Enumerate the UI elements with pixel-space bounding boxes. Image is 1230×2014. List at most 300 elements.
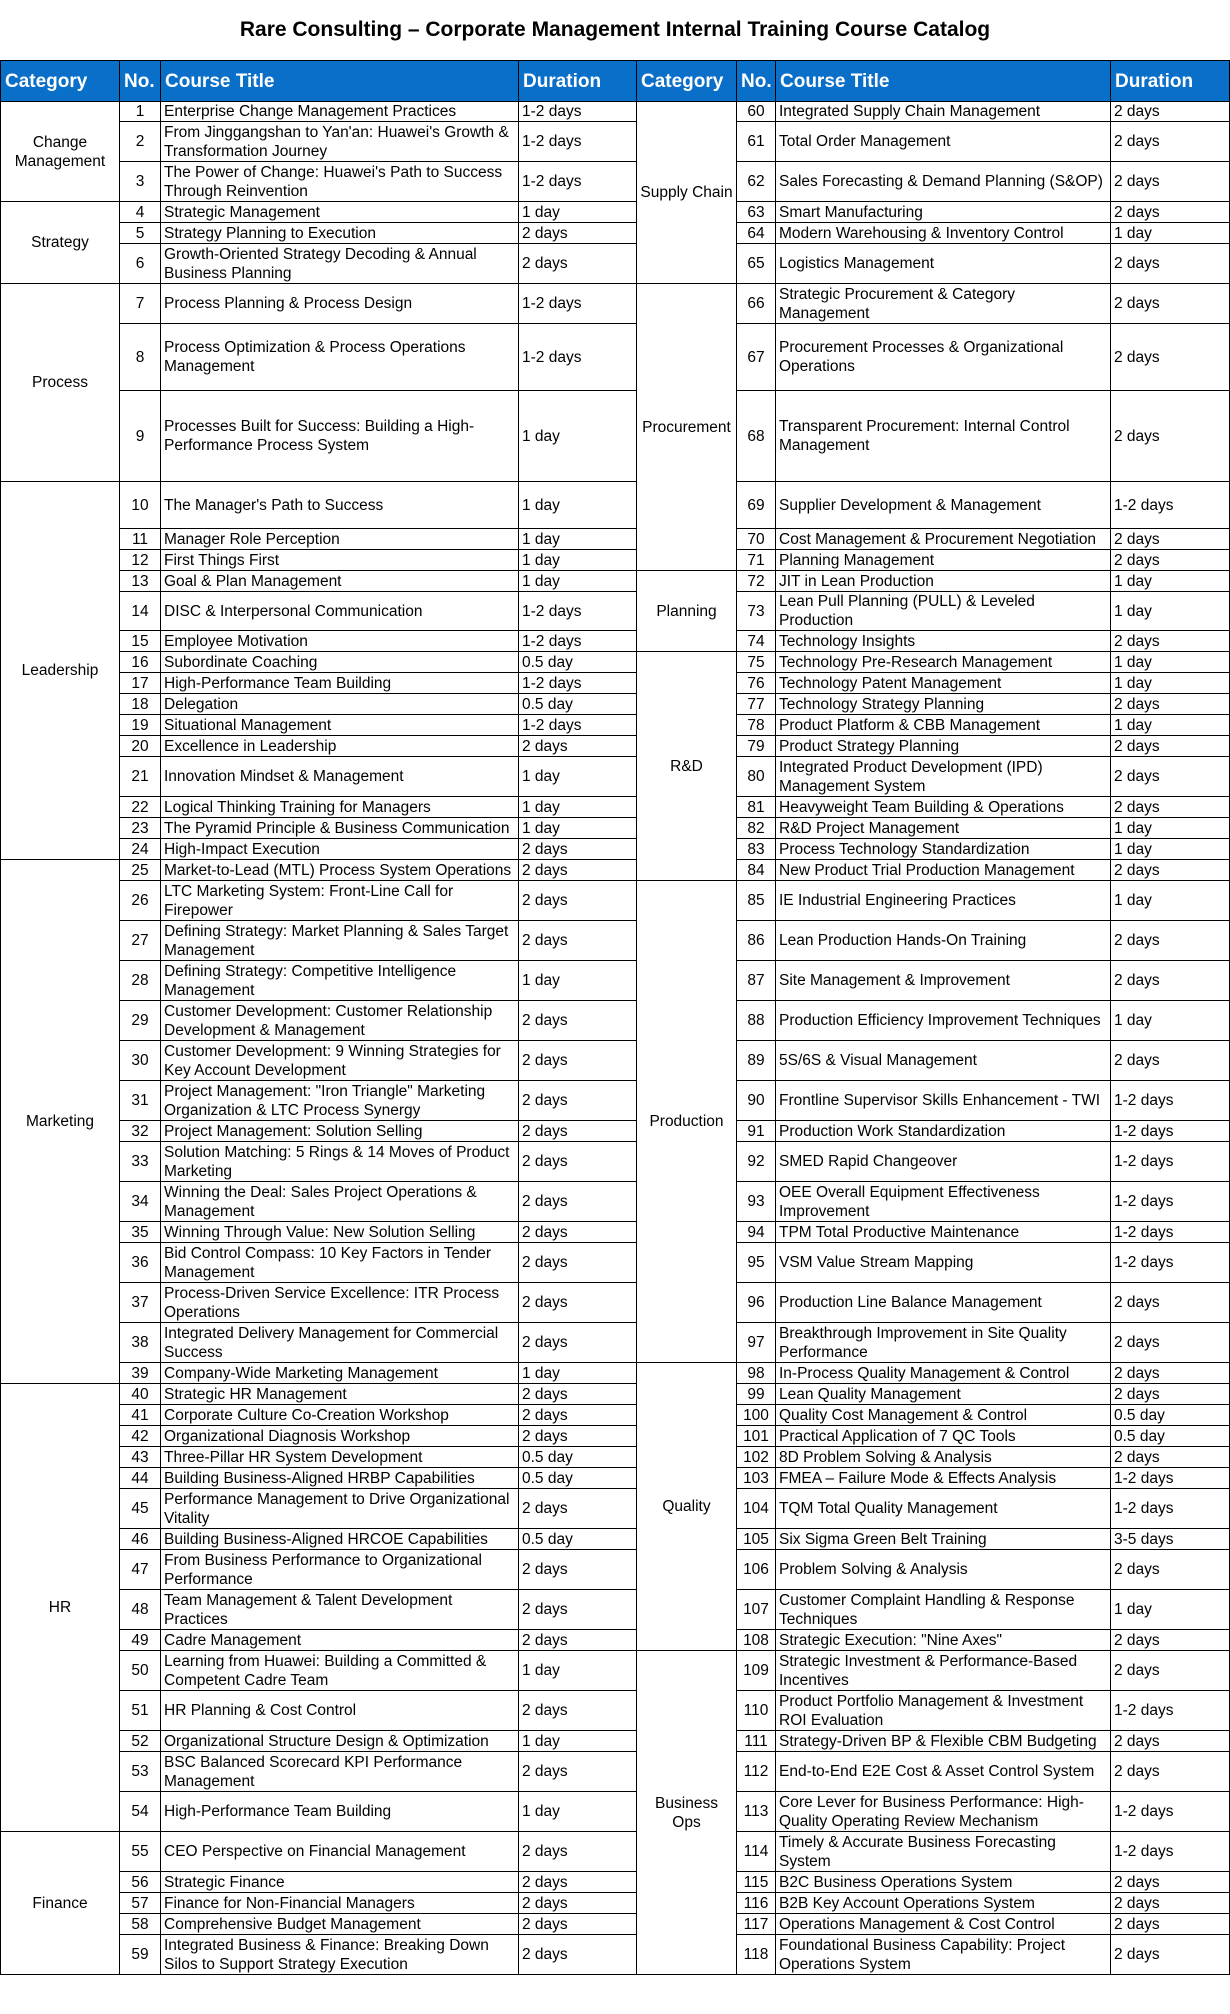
- course-title: Total Order Management: [776, 122, 1111, 162]
- course-duration: 1-2 days: [1111, 1243, 1230, 1283]
- course-duration: 2 days: [519, 1426, 637, 1447]
- course-number: 73: [737, 592, 776, 631]
- course-duration: 1 day: [1111, 592, 1230, 631]
- course-number: 49: [120, 1630, 161, 1651]
- course-duration: 2 days: [1111, 1893, 1230, 1914]
- course-duration: 2 days: [1111, 631, 1230, 652]
- course-title: The Power of Change: Huawei's Path to Success Through Reinvention: [161, 162, 519, 202]
- table-row: [1, 1550, 1230, 1590]
- course-number: 102: [737, 1447, 776, 1468]
- course-duration: 2 days: [519, 1590, 637, 1630]
- table-row: [1, 529, 1230, 550]
- course-number: 72: [737, 571, 776, 592]
- category-cell-finance: Finance: [1, 1832, 120, 1975]
- course-duration: 1-2 days: [519, 162, 637, 202]
- course-duration: 2 days: [1111, 1630, 1230, 1651]
- course-title: Project Management: Solution Selling: [161, 1121, 519, 1142]
- course-title: Three-Pillar HR System Development: [161, 1447, 519, 1468]
- course-number: 33: [120, 1142, 161, 1182]
- table-row: [1, 961, 1230, 1001]
- course-number: 14: [120, 592, 161, 631]
- table-row: [1, 1651, 1230, 1691]
- course-title: Building Business-Aligned HRBP Capabilities: [161, 1468, 519, 1489]
- course-duration: 2 days: [519, 1752, 637, 1792]
- course-duration: 1-2 days: [1111, 1468, 1230, 1489]
- course-number: 57: [120, 1893, 161, 1914]
- course-number: 101: [737, 1426, 776, 1447]
- course-number: 88: [737, 1001, 776, 1041]
- course-number: 97: [737, 1323, 776, 1363]
- table-row: [1, 839, 1230, 860]
- course-duration: 2 days: [1111, 736, 1230, 757]
- course-number: 18: [120, 694, 161, 715]
- course-number: 56: [120, 1872, 161, 1893]
- course-number: 32: [120, 1121, 161, 1142]
- course-duration: 1-2 days: [519, 102, 637, 122]
- course-number: 20: [120, 736, 161, 757]
- table-row: [1, 1121, 1230, 1142]
- course-duration: 1 day: [1111, 652, 1230, 673]
- course-title: Production Line Balance Management: [776, 1283, 1111, 1323]
- table-row: [1, 571, 1230, 592]
- table-row: [1, 757, 1230, 797]
- course-title: Customer Development: Customer Relationship Development & Management: [161, 1001, 519, 1041]
- catalog-title: Rare Consulting – Corporate Management Internal Training Course Catalog: [239, 18, 991, 41]
- course-duration: 1 day: [519, 797, 637, 818]
- table-row: [1, 1142, 1230, 1182]
- course-number: 99: [737, 1384, 776, 1405]
- course-duration: 2 days: [519, 1691, 637, 1731]
- course-title: Integrated Business & Finance: Breaking Down Silos to Support Strategy Execution: [161, 1935, 519, 1975]
- course-title: Strategic Execution: "Nine Axes": [776, 1630, 1111, 1651]
- course-duration: 1-2 days: [1111, 1121, 1230, 1142]
- table-row: [1, 1081, 1230, 1121]
- course-duration: 2 days: [1111, 1447, 1230, 1468]
- category-cell-leadership: Leadership: [1, 482, 120, 860]
- course-number: 16: [120, 652, 161, 673]
- course-duration: 1 day: [519, 961, 637, 1001]
- course-duration: 2 days: [519, 921, 637, 961]
- table-row: [1, 1468, 1230, 1489]
- course-duration: 2 days: [519, 223, 637, 244]
- course-duration: 1 day: [1111, 673, 1230, 694]
- course-number: 30: [120, 1041, 161, 1081]
- course-duration: 1-2 days: [1111, 1832, 1230, 1872]
- course-duration: 1-2 days: [519, 122, 637, 162]
- course-duration: 1-2 days: [519, 324, 637, 391]
- course-title: Cost Management & Procurement Negotiation: [776, 529, 1111, 550]
- course-title: R&D Project Management: [776, 818, 1111, 839]
- course-title: Company-Wide Marketing Management: [161, 1363, 519, 1384]
- course-number: 69: [737, 482, 776, 529]
- course-duration: 0.5 day: [519, 1447, 637, 1468]
- course-title: Core Lever for Business Performance: High-Quality Operating Review Mechanism: [776, 1792, 1111, 1832]
- course-number: 38: [120, 1323, 161, 1363]
- course-number: 70: [737, 529, 776, 550]
- course-title: Growth-Oriented Strategy Decoding & Annual Business Planning: [161, 244, 519, 284]
- course-number: 77: [737, 694, 776, 715]
- course-title: IE Industrial Engineering Practices: [776, 881, 1111, 921]
- course-duration: 1 day: [519, 1651, 637, 1691]
- course-duration: 1-2 days: [1111, 1182, 1230, 1222]
- course-number: 37: [120, 1283, 161, 1323]
- course-duration: 1 day: [519, 1731, 637, 1752]
- course-duration: 0.5 day: [519, 652, 637, 673]
- table-row: [1, 1935, 1230, 1975]
- course-duration: 0.5 day: [519, 694, 637, 715]
- course-duration: 2 days: [1111, 391, 1230, 482]
- course-catalog-table: [0, 60, 1230, 1975]
- course-duration: 1-2 days: [519, 592, 637, 631]
- course-duration: 1 day: [519, 757, 637, 797]
- course-duration: 2 days: [1111, 1752, 1230, 1792]
- course-duration: 2 days: [1111, 1283, 1230, 1323]
- course-number: 45: [120, 1489, 161, 1529]
- course-duration: 2 days: [1111, 1550, 1230, 1590]
- course-duration: 2 days: [1111, 921, 1230, 961]
- course-title: FMEA – Failure Mode & Effects Analysis: [776, 1468, 1111, 1489]
- table-row: [1, 1384, 1230, 1405]
- course-title: TQM Total Quality Management: [776, 1489, 1111, 1529]
- course-number: 65: [737, 244, 776, 284]
- course-title: Organizational Structure Design & Optimization: [161, 1731, 519, 1752]
- course-number: 29: [120, 1001, 161, 1041]
- course-duration: 1-2 days: [1111, 1792, 1230, 1832]
- course-title: BSC Balanced Scorecard KPI Performance Management: [161, 1752, 519, 1792]
- header-duration: Duration: [1111, 61, 1230, 102]
- course-title: Bid Control Compass: 10 Key Factors in Tender Management: [161, 1243, 519, 1283]
- header-duration: Duration: [519, 61, 637, 102]
- course-duration: 2 days: [519, 1489, 637, 1529]
- table-row: [1, 1363, 1230, 1384]
- course-duration: 2 days: [519, 860, 637, 881]
- course-duration: 2 days: [1111, 122, 1230, 162]
- course-duration: 1 day: [1111, 223, 1230, 244]
- course-number: 78: [737, 715, 776, 736]
- course-number: 66: [737, 284, 776, 324]
- course-title: Product Platform & CBB Management: [776, 715, 1111, 736]
- course-duration: 2 days: [519, 1832, 637, 1872]
- course-duration: 1 day: [1111, 818, 1230, 839]
- table-row: [1, 162, 1230, 202]
- course-duration: 2 days: [519, 1041, 637, 1081]
- course-number: 41: [120, 1405, 161, 1426]
- course-duration: 2 days: [1111, 202, 1230, 223]
- table-row: [1, 1001, 1230, 1041]
- course-title: Transparent Procurement: Internal Control Management: [776, 391, 1111, 482]
- table-row: [1, 1405, 1230, 1426]
- course-title: DISC & Interpersonal Communication: [161, 592, 519, 631]
- course-duration: 2 days: [1111, 1914, 1230, 1935]
- course-duration: 1 day: [519, 550, 637, 571]
- course-duration: 1 day: [1111, 881, 1230, 921]
- course-number: 98: [737, 1363, 776, 1384]
- table-row: [1, 324, 1230, 391]
- course-duration: 1 day: [519, 1792, 637, 1832]
- course-number: 92: [737, 1142, 776, 1182]
- course-number: 83: [737, 839, 776, 860]
- course-number: 108: [737, 1630, 776, 1651]
- course-title: Winning the Deal: Sales Project Operations & Management: [161, 1182, 519, 1222]
- course-number: 48: [120, 1590, 161, 1630]
- table-row: [1, 202, 1230, 223]
- course-duration: 2 days: [519, 1550, 637, 1590]
- course-number: 15: [120, 631, 161, 652]
- table-row: [1, 1489, 1230, 1529]
- course-number: 26: [120, 881, 161, 921]
- table-row: [1, 550, 1230, 571]
- course-title: New Product Trial Production Management: [776, 860, 1111, 881]
- table-row: [1, 631, 1230, 652]
- category-cell-quality: Quality: [637, 1363, 737, 1651]
- course-duration: 2 days: [1111, 550, 1230, 571]
- course-duration: 2 days: [1111, 961, 1230, 1001]
- course-title: Market-to-Lead (MTL) Process System Operations: [161, 860, 519, 881]
- course-title: Processes Built for Success: Building a High-Performance Process System: [161, 391, 519, 482]
- course-title: The Manager's Path to Success: [161, 482, 519, 529]
- course-number: 68: [737, 391, 776, 482]
- course-title: Strategic Investment & Performance-Based Incentives: [776, 1651, 1111, 1691]
- course-number: 28: [120, 961, 161, 1001]
- course-number: 13: [120, 571, 161, 592]
- course-title: B2C Business Operations System: [776, 1872, 1111, 1893]
- course-duration: 2 days: [519, 1222, 637, 1243]
- course-number: 103: [737, 1468, 776, 1489]
- category-cell-r-d: R&D: [637, 652, 737, 881]
- table-row: [1, 1691, 1230, 1731]
- course-number: 17: [120, 673, 161, 694]
- table-row: [1, 921, 1230, 961]
- course-title: Logistics Management: [776, 244, 1111, 284]
- course-title: CEO Perspective on Financial Management: [161, 1832, 519, 1872]
- table-row: [1, 1283, 1230, 1323]
- course-duration: 2 days: [519, 1121, 637, 1142]
- table-row: [1, 1590, 1230, 1630]
- course-title: Excellence in Leadership: [161, 736, 519, 757]
- table-row: [1, 1914, 1230, 1935]
- table-row: [1, 673, 1230, 694]
- course-title: Situational Management: [161, 715, 519, 736]
- course-number: 80: [737, 757, 776, 797]
- table-row: [1, 1041, 1230, 1081]
- course-number: 82: [737, 818, 776, 839]
- table-row: [1, 1792, 1230, 1832]
- course-duration: 2 days: [519, 1405, 637, 1426]
- course-duration: 2 days: [1111, 162, 1230, 202]
- course-duration: 1 day: [1111, 571, 1230, 592]
- course-title: From Jinggangshan to Yan'an: Huawei's Growth & Transformation Journey: [161, 122, 519, 162]
- course-title: Six Sigma Green Belt Training: [776, 1529, 1111, 1550]
- course-title: 8D Problem Solving & Analysis: [776, 1447, 1111, 1468]
- table-row: [1, 122, 1230, 162]
- course-number: 75: [737, 652, 776, 673]
- course-number: 81: [737, 797, 776, 818]
- course-title: Strategy Planning to Execution: [161, 223, 519, 244]
- course-duration: 2 days: [1111, 1731, 1230, 1752]
- course-duration: 1 day: [519, 391, 637, 482]
- course-number: 4: [120, 202, 161, 223]
- course-title: High-Performance Team Building: [161, 1792, 519, 1832]
- course-duration: 1 day: [519, 818, 637, 839]
- course-duration: 1-2 days: [1111, 1222, 1230, 1243]
- course-duration: 0.5 day: [1111, 1405, 1230, 1426]
- course-title: TPM Total Productive Maintenance: [776, 1222, 1111, 1243]
- course-number: 7: [120, 284, 161, 324]
- course-duration: 2 days: [1111, 1872, 1230, 1893]
- course-title: Foundational Business Capability: Project Operations System: [776, 1935, 1111, 1975]
- category-cell-hr: HR: [1, 1384, 120, 1832]
- course-duration: 2 days: [1111, 102, 1230, 122]
- course-number: 36: [120, 1243, 161, 1283]
- course-number: 95: [737, 1243, 776, 1283]
- category-cell-supply-chain: Supply Chain: [637, 102, 737, 284]
- course-duration: 2 days: [1111, 1384, 1230, 1405]
- course-title: Corporate Culture Co-Creation Workshop: [161, 1405, 519, 1426]
- table-row: [1, 1323, 1230, 1363]
- course-duration: 2 days: [519, 1384, 637, 1405]
- course-title: First Things First: [161, 550, 519, 571]
- course-number: 59: [120, 1935, 161, 1975]
- course-title: Sales Forecasting & Demand Planning (S&OP): [776, 162, 1111, 202]
- course-title: Production Work Standardization: [776, 1121, 1111, 1142]
- course-duration: 0.5 day: [519, 1468, 637, 1489]
- course-number: 39: [120, 1363, 161, 1384]
- header-course-title: Course Title: [161, 61, 519, 102]
- course-title: Strategic HR Management: [161, 1384, 519, 1405]
- course-duration: 2 days: [519, 1001, 637, 1041]
- category-cell-strategy: Strategy: [1, 202, 120, 284]
- course-duration: 1 day: [519, 202, 637, 223]
- header-no: No.: [120, 61, 161, 102]
- course-duration: 0.5 day: [519, 1529, 637, 1550]
- course-number: 10: [120, 482, 161, 529]
- course-number: 19: [120, 715, 161, 736]
- course-number: 50: [120, 1651, 161, 1691]
- table-row: [1, 736, 1230, 757]
- table-row: [1, 860, 1230, 881]
- course-title: In-Process Quality Management & Control: [776, 1363, 1111, 1384]
- course-number: 112: [737, 1752, 776, 1792]
- course-number: 23: [120, 818, 161, 839]
- course-duration: 1-2 days: [1111, 1489, 1230, 1529]
- course-duration: 1-2 days: [1111, 1142, 1230, 1182]
- course-title: Strategic Procurement & Category Management: [776, 284, 1111, 324]
- course-number: 60: [737, 102, 776, 122]
- course-duration: 2 days: [519, 1283, 637, 1323]
- course-title: Operations Management & Cost Control: [776, 1914, 1111, 1935]
- course-duration: 2 days: [519, 1182, 637, 1222]
- course-duration: 2 days: [1111, 1363, 1230, 1384]
- course-duration: 1 day: [519, 482, 637, 529]
- course-number: 93: [737, 1182, 776, 1222]
- course-number: 43: [120, 1447, 161, 1468]
- course-number: 76: [737, 673, 776, 694]
- course-number: 64: [737, 223, 776, 244]
- course-title: Project Management: "Iron Triangle" Marketing Organization & LTC Process Synergy: [161, 1081, 519, 1121]
- course-number: 106: [737, 1550, 776, 1590]
- course-title: Modern Warehousing & Inventory Control: [776, 223, 1111, 244]
- course-duration: 2 days: [1111, 284, 1230, 324]
- course-number: 31: [120, 1081, 161, 1121]
- course-title: Strategy-Driven BP & Flexible CBM Budgeting: [776, 1731, 1111, 1752]
- course-number: 52: [120, 1731, 161, 1752]
- course-title: VSM Value Stream Mapping: [776, 1243, 1111, 1283]
- course-title: Quality Cost Management & Control: [776, 1405, 1111, 1426]
- course-number: 3: [120, 162, 161, 202]
- course-number: 85: [737, 881, 776, 921]
- course-title: HR Planning & Cost Control: [161, 1691, 519, 1731]
- course-number: 40: [120, 1384, 161, 1405]
- course-number: 58: [120, 1914, 161, 1935]
- course-title: B2B Key Account Operations System: [776, 1893, 1111, 1914]
- course-title: Technology Insights: [776, 631, 1111, 652]
- course-title: Finance for Non-Financial Managers: [161, 1893, 519, 1914]
- table-row: [1, 694, 1230, 715]
- course-number: 22: [120, 797, 161, 818]
- table-row: [1, 1832, 1230, 1872]
- course-number: 47: [120, 1550, 161, 1590]
- header-course-title: Course Title: [776, 61, 1111, 102]
- course-title: Practical Application of 7 QC Tools: [776, 1426, 1111, 1447]
- course-title: Performance Management to Drive Organizational Vitality: [161, 1489, 519, 1529]
- table-row: [1, 1447, 1230, 1468]
- course-duration: 2 days: [1111, 797, 1230, 818]
- course-number: 46: [120, 1529, 161, 1550]
- course-number: 25: [120, 860, 161, 881]
- course-duration: 2 days: [519, 1935, 637, 1975]
- course-number: 84: [737, 860, 776, 881]
- course-title: LTC Marketing System: Front-Line Call for Firepower: [161, 881, 519, 921]
- course-duration: 2 days: [1111, 1041, 1230, 1081]
- course-number: 107: [737, 1590, 776, 1630]
- course-title: Organizational Diagnosis Workshop: [161, 1426, 519, 1447]
- course-duration: 2 days: [519, 1630, 637, 1651]
- course-title: Timely & Accurate Business Forecasting System: [776, 1832, 1111, 1872]
- course-number: 21: [120, 757, 161, 797]
- course-number: 115: [737, 1872, 776, 1893]
- course-title: Learning from Huawei: Building a Committed & Competent Cadre Team: [161, 1651, 519, 1691]
- course-number: 62: [737, 162, 776, 202]
- course-duration: 2 days: [1111, 1935, 1230, 1975]
- table-row: [1, 223, 1230, 244]
- course-number: 87: [737, 961, 776, 1001]
- course-number: 53: [120, 1752, 161, 1792]
- category-cell-process: Process: [1, 284, 120, 482]
- course-number: 55: [120, 1832, 161, 1872]
- course-duration: 2 days: [519, 1914, 637, 1935]
- course-title: Process Optimization & Process Operations Management: [161, 324, 519, 391]
- course-title: 5S/6S & Visual Management: [776, 1041, 1111, 1081]
- course-number: 114: [737, 1832, 776, 1872]
- course-duration: 2 days: [1111, 860, 1230, 881]
- course-title: Procurement Processes & Organizational Operations: [776, 324, 1111, 391]
- course-duration: 1 day: [1111, 715, 1230, 736]
- course-duration: 1 day: [519, 571, 637, 592]
- course-duration: 2 days: [519, 1142, 637, 1182]
- course-duration: 2 days: [519, 244, 637, 284]
- course-title: Technology Strategy Planning: [776, 694, 1111, 715]
- course-title: Cadre Management: [161, 1630, 519, 1651]
- course-title: Solution Matching: 5 Rings & 14 Moves of Product Marketing: [161, 1142, 519, 1182]
- course-number: 100: [737, 1405, 776, 1426]
- table-row: [1, 1752, 1230, 1792]
- course-title: Supplier Development & Management: [776, 482, 1111, 529]
- table-row: [1, 1872, 1230, 1893]
- course-number: 94: [737, 1222, 776, 1243]
- header-no: No.: [737, 61, 776, 102]
- course-duration: 2 days: [519, 1323, 637, 1363]
- course-duration: 0.5 day: [1111, 1426, 1230, 1447]
